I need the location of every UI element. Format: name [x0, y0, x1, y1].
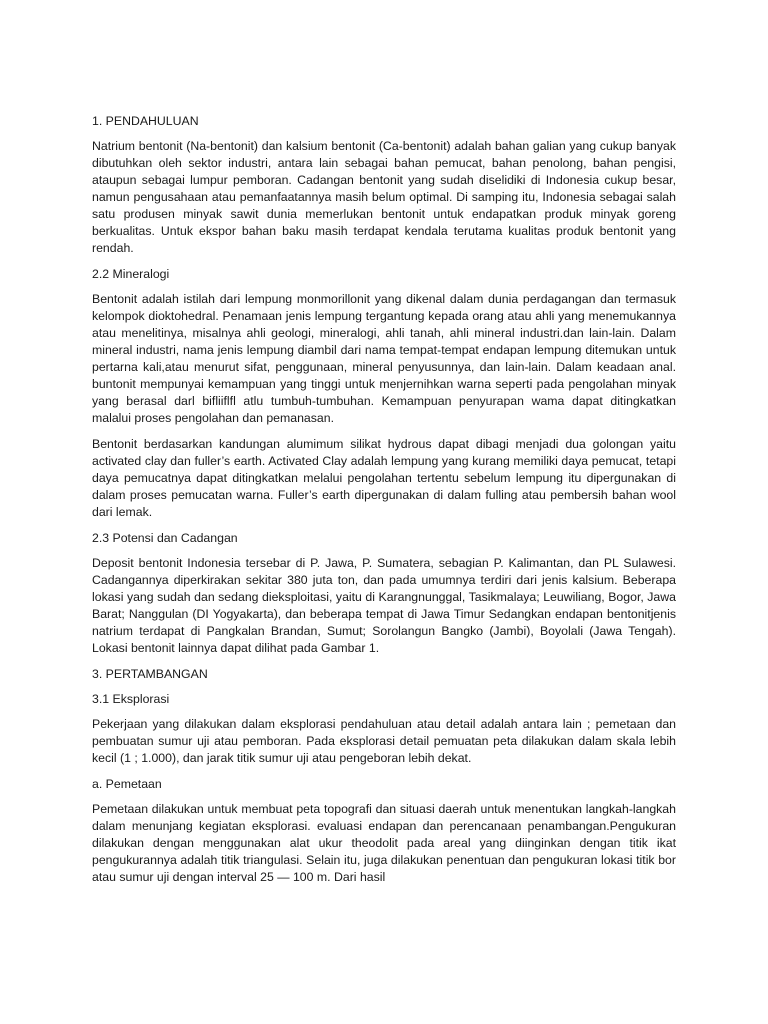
document-page — [92, 113, 676, 886]
paragraph-mineralogi-1: Bentonit adalah istilah dari lempung monmorillonit yang dikenal dalam dunia perdagangan dan termasuk kelompok dioktohedral. Penamaan jenis lempung tergantung kepada orang atau ahli yang menemukannya atau menelitinya, misalnya ahli geologi, mineralogi, ahli tanah, ahli mineral industri.dan lain-lain. Dalam mineral industri, nama jenis lempung diambil dari nama tempat-tempat endapan lempung ditemukan untuk pertarna kali,atau menurut sifat, penggunaan, mineral penyusunnya, dan lain-lain. Dalam keadaan anal. buntonit mempunyai kemampuan yang tinggi untuk menjernihkan warna seperti pada pengolahan minyak yang berasal darl bifliiflfl atlu tumbuh-tumbuhan. Kemampuan penyurapan wama dapat ditingkatkan malalui proses pengolahan dan pemanasan. — [92, 292, 676, 425]
section-heading-pemetaan: a. Pemetaan — [92, 777, 162, 791]
paragraph-pendahuluan: Natrium bentonit (Na-bentonit) dan kalsium bentonit (Ca-bentonit) adalah bahan galian yang cukup banyak dibutuhkan oleh sektor industri, antara lain sebagai bahan pemucat, bahan penolong, bahan pengisi, ataupun sebagai lumpur pemboran. Cadangan bentonit yang sudah diselidiki di Indonesia cukup besar, namun pengusahaan atau pemanfaatannya masih belum optimal. Di samping itu, Indonesia sebagai salah satu produsen minyak sawit dunia memerlukan bentonit untuk endapatkan produk minyak goreng berkualitas. Untuk ekspor bahan baku masih terdapat kendala terutama kualitas produk bentonit yang rendah. — [92, 139, 676, 255]
section-heading-eksplorasi: 3.1 Eksplorasi — [92, 692, 170, 706]
paragraph-pemetaan: Pemetaan dilakukan untuk membuat peta topografi dan situasi daerah untuk menentukan langkah-langkah dalam menunjang kegiatan eksplorasi. evaluasi endapan dan perencanaan penambangan.Pengukuran dilakukan dengan menggunakan alat ukur theodolit pada areal yang diinginkan dengan titik ikat pengukurannya adalah titik triangulasi. Selain itu, juga dilakukan penentuan dan pengukuran lokasi titik bor atau sumur uji dengan interval 25 — 100 m. Dari hasil — [92, 802, 676, 884]
paragraph-mineralogi-2: Bentonit berdasarkan kandungan alumimum silikat hydrous dapat dibagi menjadi dua golongan yaitu activated clay dan fuller’s earth. Activated Clay adalah lempung yang kurang memiliki daya pemucat, tetapi daya pemucatnya dapat ditingkatkan melalui pengolahan tertentu sebelum lempung itu dipergunakan di dalam proses pemucatan warna. Fuller’s earth dipergunakan di dalam fulling atau pembersih bahan wool dari lemak. — [92, 437, 676, 519]
section-heading-potensi: 2.3 Potensi dan Cadangan — [92, 531, 238, 545]
paragraph-potensi: Deposit bentonit Indonesia tersebar di P. Jawa, P. Sumatera, sebagian P. Kalimantan, dan PL Sulawesi. Cadangannya diperkirakan sekitar 380 juta ton, dan pada umumnya terdiri dari jenis kalsium. Beberapa lokasi yang sudah dan sedang dieksploitasi, yaitu di Karangnunggal, Tasikmalaya; Leuwiliang, Bogor, Jawa Barat; Nanggulan (DI Yogyakarta), dan beberapa tempat di Jawa Timur Sedangkan endapan bentonitjenis natrium terdapat di Pangkalan Brandan, Sumut; Sorolangun Bangko (Jambi), Boyolali (Jawa Tengah). Lokasi bentonit lainnya dapat dilihat pada Gambar 1. — [92, 556, 676, 655]
section-heading-mineralogi: 2.2 Mineralogi — [92, 267, 170, 281]
section-heading-pendahuluan: 1. PENDAHULUAN — [92, 114, 199, 128]
paragraph-eksplorasi: Pekerjaan yang dilakukan dalam eksplorasi pendahuluan atau detail adalah antara lain ; pemetaan dan pembuatan sumur uji atau pemboran. Pada eksplorasi detail pemuatan peta dilakukan dalam skala lebih kecil (1 ; 1.000), dan jarak titik sumur uji atau pengeboran lebih dekat. — [92, 717, 676, 765]
section-heading-pertambangan: 3. PERTAMBANGAN — [92, 667, 208, 681]
